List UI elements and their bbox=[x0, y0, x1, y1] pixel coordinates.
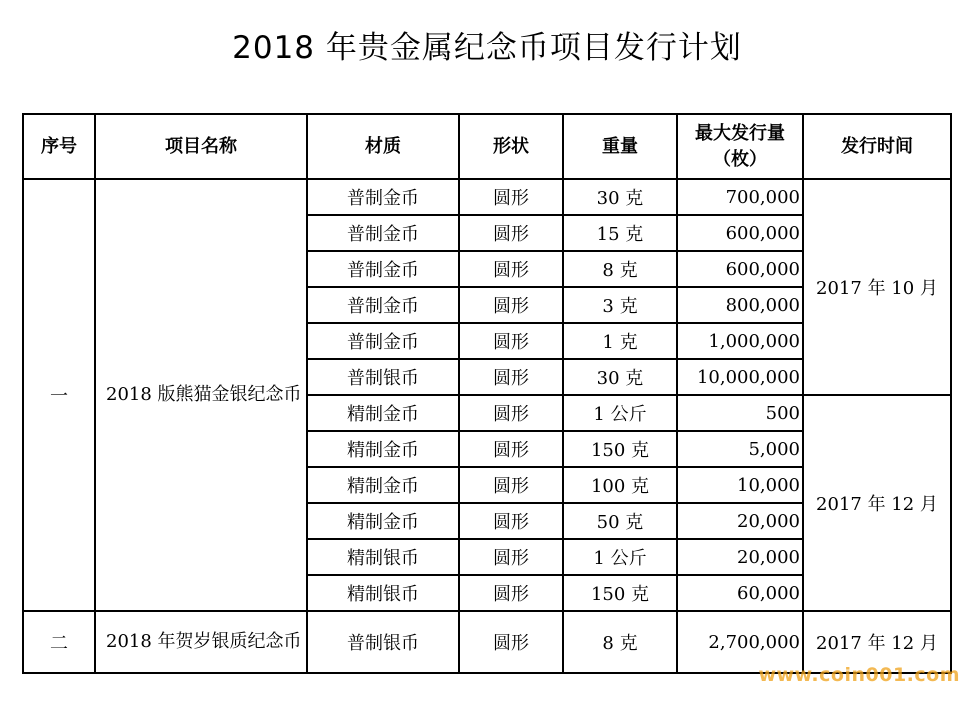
material-cell: 精制金币 bbox=[307, 395, 459, 431]
material-cell: 普制银币 bbox=[307, 611, 459, 673]
material-cell: 普制银币 bbox=[307, 359, 459, 395]
weight-cell: 50 克 bbox=[563, 503, 677, 539]
shape-cell: 圆形 bbox=[459, 503, 563, 539]
header-seq: 序号 bbox=[23, 114, 95, 179]
weight-cell: 30 克 bbox=[563, 179, 677, 215]
weight-cell: 1 公斤 bbox=[563, 539, 677, 575]
weight-cell: 15 克 bbox=[563, 215, 677, 251]
material-cell: 普制金币 bbox=[307, 215, 459, 251]
material-cell: 精制金币 bbox=[307, 467, 459, 503]
material-cell: 普制金币 bbox=[307, 179, 459, 215]
material-cell: 精制银币 bbox=[307, 539, 459, 575]
shape-cell: 圆形 bbox=[459, 287, 563, 323]
header-shape: 形状 bbox=[459, 114, 563, 179]
page-title: 2018 年贵金属纪念币项目发行计划 bbox=[232, 30, 742, 66]
quantity-cell: 60,000 bbox=[677, 575, 803, 611]
material-cell: 普制金币 bbox=[307, 323, 459, 359]
quantity-cell: 600,000 bbox=[677, 215, 803, 251]
weight-cell: 100 克 bbox=[563, 467, 677, 503]
shape-cell: 圆形 bbox=[459, 215, 563, 251]
weight-cell: 3 克 bbox=[563, 287, 677, 323]
quantity-cell: 20,000 bbox=[677, 539, 803, 575]
header-name: 项目名称 bbox=[95, 114, 307, 179]
quantity-cell: 500 bbox=[677, 395, 803, 431]
weight-cell: 30 克 bbox=[563, 359, 677, 395]
weight-cell: 150 克 bbox=[563, 575, 677, 611]
weight-cell: 8 克 bbox=[563, 251, 677, 287]
shape-cell: 圆形 bbox=[459, 467, 563, 503]
row-seq: 二 bbox=[23, 611, 95, 673]
row-seq: 一 bbox=[23, 179, 95, 611]
quantity-cell: 1,000,000 bbox=[677, 323, 803, 359]
issue-plan-table bbox=[22, 113, 952, 674]
quantity-cell: 20,000 bbox=[677, 503, 803, 539]
header-weight: 重量 bbox=[563, 114, 677, 179]
weight-cell: 150 克 bbox=[563, 431, 677, 467]
quantity-cell: 600,000 bbox=[677, 251, 803, 287]
shape-cell: 圆形 bbox=[459, 539, 563, 575]
quantity-cell: 10,000 bbox=[677, 467, 803, 503]
quantity-cell: 5,000 bbox=[677, 431, 803, 467]
project-name: 2018 年贺岁银质纪念币 bbox=[95, 611, 307, 673]
issue-time-cell: 2017 年 10 月 bbox=[803, 179, 951, 395]
shape-cell: 圆形 bbox=[459, 611, 563, 673]
project-name: 2018 版熊猫金银纪念币 bbox=[95, 179, 307, 611]
material-cell: 精制金币 bbox=[307, 431, 459, 467]
issue-time-cell: 2017 年 12 月 bbox=[803, 395, 951, 611]
quantity-cell: 10,000,000 bbox=[677, 359, 803, 395]
header-material: 材质 bbox=[307, 114, 459, 179]
weight-cell: 8 克 bbox=[563, 611, 677, 673]
quantity-cell: 800,000 bbox=[677, 287, 803, 323]
shape-cell: 圆形 bbox=[459, 251, 563, 287]
material-cell: 精制金币 bbox=[307, 503, 459, 539]
shape-cell: 圆形 bbox=[459, 323, 563, 359]
header-issue-time: 发行时间 bbox=[803, 114, 951, 179]
header-max-issue: 最大发行量（枚） bbox=[677, 114, 803, 179]
issue-time-cell: 2017 年 12 月 bbox=[803, 611, 951, 673]
quantity-cell: 700,000 bbox=[677, 179, 803, 215]
shape-cell: 圆形 bbox=[459, 395, 563, 431]
watermark: www.coin001.com bbox=[758, 664, 960, 686]
shape-cell: 圆形 bbox=[459, 359, 563, 395]
shape-cell: 圆形 bbox=[459, 575, 563, 611]
header-row bbox=[23, 114, 951, 179]
weight-cell: 1 克 bbox=[563, 323, 677, 359]
weight-cell: 1 公斤 bbox=[563, 395, 677, 431]
shape-cell: 圆形 bbox=[459, 179, 563, 215]
material-cell: 普制金币 bbox=[307, 287, 459, 323]
material-cell: 普制金币 bbox=[307, 251, 459, 287]
quantity-cell: 2,700,000 bbox=[677, 611, 803, 673]
material-cell: 精制银币 bbox=[307, 575, 459, 611]
shape-cell: 圆形 bbox=[459, 431, 563, 467]
table-row bbox=[23, 179, 951, 215]
